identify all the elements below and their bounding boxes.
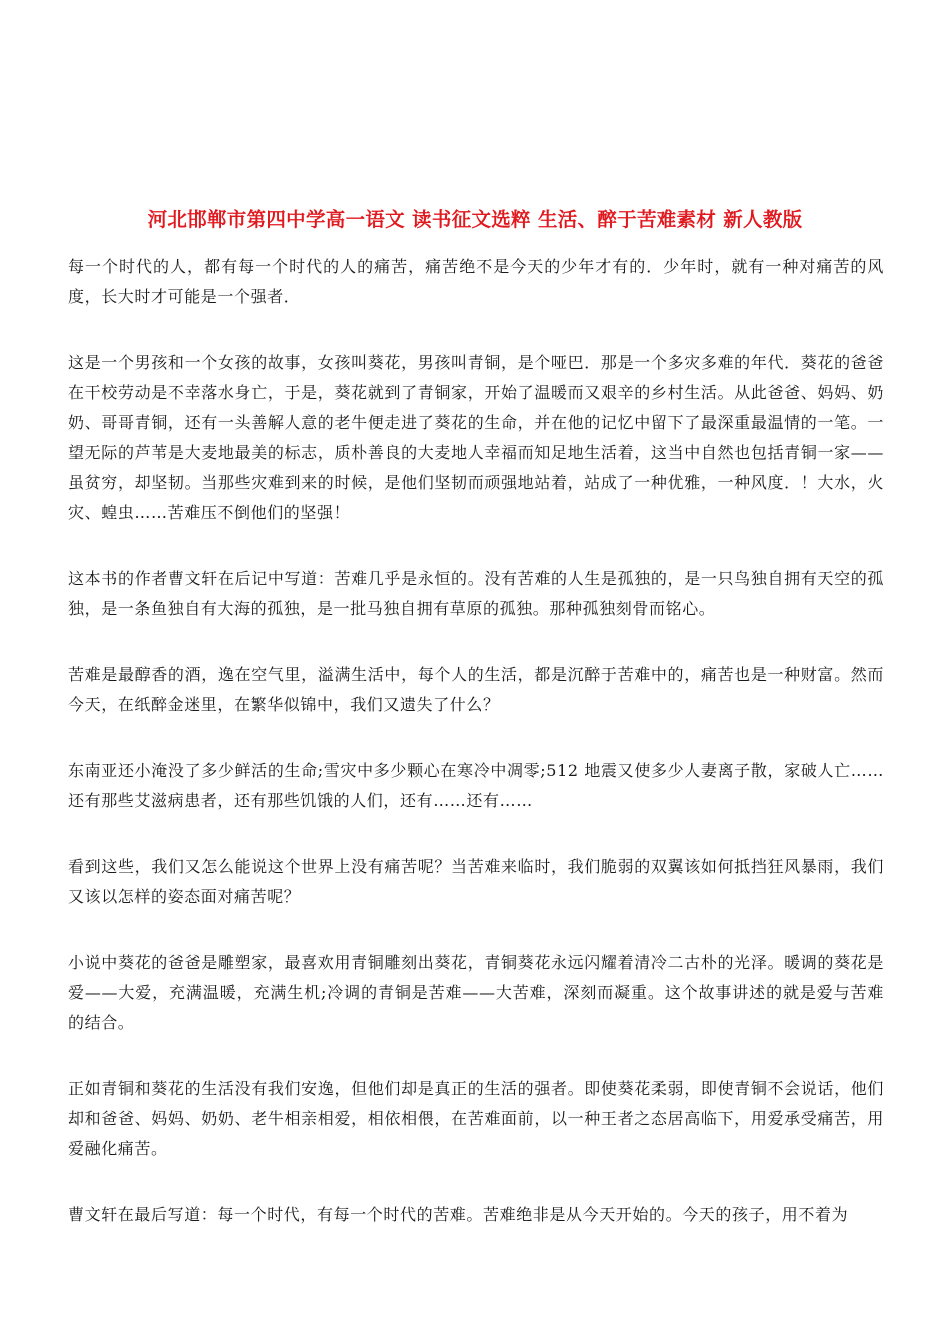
paragraph-7: 小说中葵花的爸爸是雕塑家，最喜欢用青铜雕刻出葵花，青铜葵花永远闪耀着清冷二古朴的光泽。暖调的葵花是爱——大爱，充满温暖，充满生机;冷调的青铜是苦难——大苦难，深刻而凝重。这个故事讲述的就是爱与苦难的结合。 [68, 953, 884, 1032]
paragraph-4: 苦难是最醇香的酒，逸在空气里，溢满生活中，每个人的生活，都是沉醉于苦难中的，痛苦也是一种财富。然而今天，在纸醉金迷里，在繁华似锦中，我们又遗失了什么？ [68, 665, 884, 714]
paragraph-9: 曹文轩在最后写道：每一个时代，有每一个时代的苦难。苦难绝非是从今天开始的。今天的孩子，用不着为 [68, 1205, 849, 1224]
paragraph-2: 这是一个男孩和一个女孩的故事，女孩叫葵花，男孩叫青铜，是个哑巴．那是一个多灾多难的年代．葵花的爸爸在干校劳动是不幸落水身亡，于是，葵花就到了青铜家，开始了温暖而又艰辛的乡村生活。从此爸爸、妈妈、奶奶、哥哥青铜，还有一头善解人意的老牛便走进了葵花的生命，并在他的记忆中留下了最深重最温情的一笔。一望无际的芦苇是大麦地最美的标志，质朴善良的大麦地人幸福而知足地生活着，这当中自然也包括青铜一家——虽贫穷，却坚韧。当那些灾难到来的时候，是他们坚韧而顽强地站着，站成了一种优雅，一种风度．！大水，火灾、蝗虫……苦难压不倒他们的坚强！ [68, 353, 884, 522]
paragraph-8: 正如青铜和葵花的生活没有我们安逸，但他们却是真正的生活的强者。即使葵花柔弱，即使青铜不会说话，他们却和爸爸、妈妈、奶奶、老牛相亲相爱，相依相偎，在苦难面前，以一种王者之态居高临下，用爱承受痛苦，用爱融化痛苦。 [68, 1079, 884, 1158]
paragraph-5: 东南亚还小淹没了多少鲜活的生命;雪灾中多少颗心在寒冷中凋零;512 地震又使多少人妻离子散，家破人亡……还有那些艾滋病患者，还有那些饥饿的人们，还有……还有…… [68, 761, 884, 810]
document-body [68, 252, 884, 1266]
paragraph-3: 这本书的作者曹文轩在后记中写道：苦难几乎是永恒的。没有苦难的人生是孤独的，是一只鸟独自拥有天空的孤独，是一条鱼独自有大海的孤独，是一批马独自拥有草原的孤独。那种孤独刻骨而铭心。 [68, 569, 884, 618]
paragraph-1: 每一个时代的人，都有每一个时代的人的痛苦，痛苦绝不是今天的少年才有的．少年时，就有一种对痛苦的风度，长大时才可能是一个强者． [68, 257, 884, 306]
paragraph-6: 看到这些，我们又怎么能说这个世界上没有痛苦呢？当苦难来临时，我们脆弱的双翼该如何抵挡狂风暴雨，我们又该以怎样的姿态面对痛苦呢？ [68, 857, 884, 906]
document-title: 河北邯郸市第四中学高一语文 读书征文选粹 生活、醉于苦难素材 新人教版 [147, 208, 803, 231]
